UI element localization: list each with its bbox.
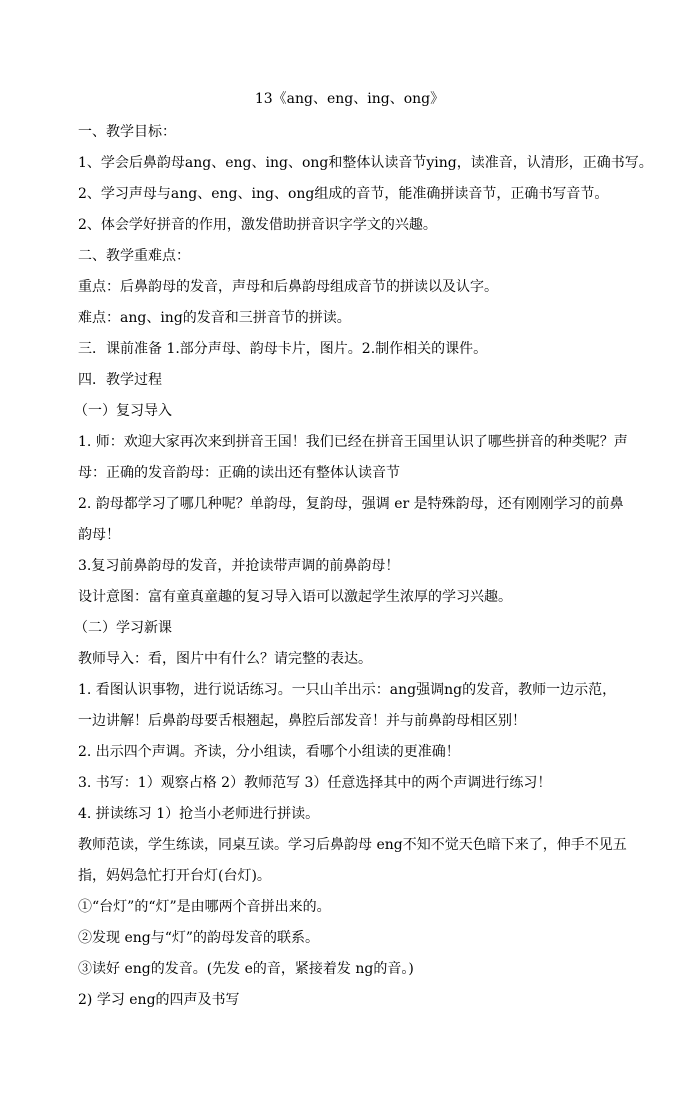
key-point-line: 重点：后鼻韵母的发音，声母和后鼻韵母组成音节的拼读以及认字。 [78,279,498,295]
paragraph-line: ③读好 eng的发音。(先发 e的音，紧接着发 ng的音。) [78,961,414,977]
section-heading-key-points: 二、教学重难点： [78,248,190,264]
paragraph-line: 教师范读，学生练读，同桌互读。学习后鼻韵母 eng不知不觉天色暗下来了，伸手不见五 [78,837,627,853]
paragraph-line: 一边讲解！后鼻韵母要舌根翘起，鼻腔后部发音！并与前鼻韵母相区别！ [78,713,526,729]
paragraph-line: 指，妈妈急忙打开台灯(台灯)。 [78,868,271,884]
paragraph-line: 3. 书写：1）观察占格 2）教师范写 3）任意选择其中的两个声调进行练习！ [78,775,552,791]
objective-item: 2、学习声母与ang、eng、ing、ong组成的音节，能准确拼读音节，正确书写音节。 [78,186,609,202]
section-heading-process: 四．教学过程 [78,372,162,388]
subsection-heading-review: （一）复习导入 [74,403,172,419]
section-heading-objectives: 一、教学目标： [78,124,176,140]
preparation-line: 三．课前准备 1.部分声母、韵母卡片，图片。2.制作相关的课件。 [78,341,488,357]
paragraph-line: 2) 学习 eng的四声及书写 [78,992,240,1008]
paragraph-line: 3.复习前鼻韵母的发音，并抢读带声调的前鼻韵母！ [78,558,400,574]
paragraph-line: 母：正确的发音韵母：正确的读出还有整体认读音节 [78,465,400,481]
paragraph-line: ①“台灯”的“灯”是由哪两个音拼出来的。 [78,899,331,915]
paragraph-line: 教师导入：看，图片中有什么？请完整的表达。 [78,651,372,667]
document-body [74,117,653,1016]
paragraph-line: 韵母！ [78,527,120,543]
objective-item: 2、体会学好拼音的作用，激发借助拼音识字学文的兴趣。 [78,217,437,233]
paragraph-line: 1. 看图认识事物，进行说话练习。一只山羊出示：ang强调ng的发音，教师一边示范， [78,682,617,698]
paragraph-line: 2. 出示四个声调。齐读，分小组读，看哪个小组读的更准确！ [78,744,460,760]
paragraph-line: 1. 师：欢迎大家再次来到拼音王国！我们已经在拼音王国里认识了哪些拼音的种类呢？声 [78,434,628,450]
paragraph-line: 4. 拼读练习 1）抢当小老师进行拼读。 [78,806,320,822]
paragraph-line: 2. 韵母都学习了哪几种呢？单韵母，复韵母，强调 er 是特殊韵母，还有刚刚学习的前鼻 [78,496,624,512]
subsection-heading-new-lesson: （二）学习新课 [74,620,172,636]
difficult-point-line: 难点：ang、ing的发音和三拼音节的拼读。 [78,310,351,326]
document-title: 13《ang、eng、ing、ong》 [254,91,445,107]
design-intent-line: 设计意图：富有童真童趣的复习导入语可以激起学生浓厚的学习兴趣。 [78,589,512,605]
paragraph-line: ②发现 eng与“灯”的韵母发音的联系。 [78,930,320,946]
objective-item: 1、学会后鼻韵母ang、eng、ing、ong和整体认读音节ying，读准音，认清形，正确书写。 [78,155,653,171]
